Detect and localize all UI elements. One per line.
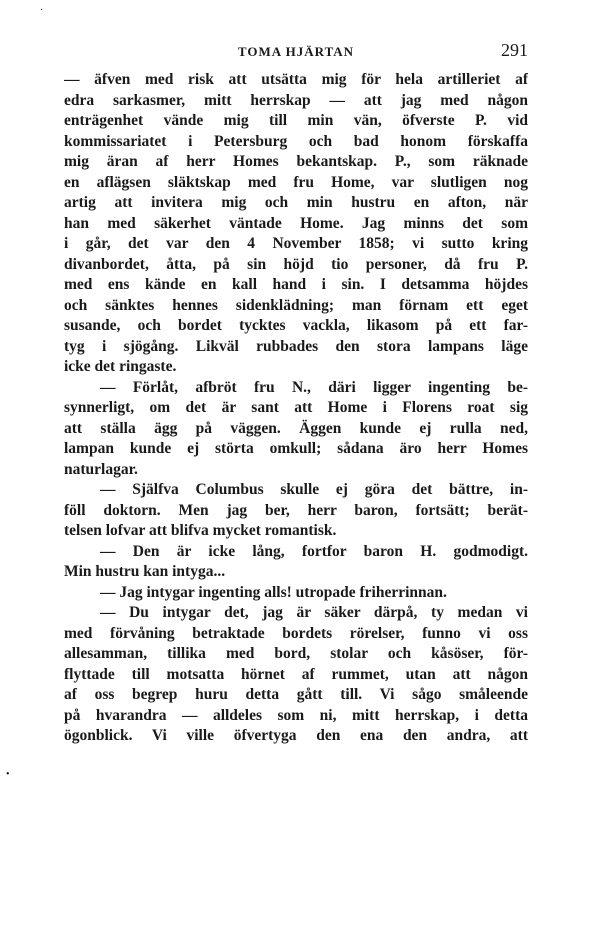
text-line: — Förlåt, afbröt fru N., däri ligger ingenting be- <box>100 378 528 396</box>
text-line: föll doktorn. Men jag ber, herr baron, fortsätt; berät- <box>64 501 528 519</box>
text-line: naturlagar. <box>64 460 138 478</box>
text-line: en aflägsen släktskap med fru Home, var slutligen nog <box>64 173 528 191</box>
body-text <box>64 70 528 747</box>
text-line: mig äran af herr Homes bekantskap. P., som räknade <box>64 153 528 170</box>
text-line: han med säkerhet väntade Home. Jag minns det som <box>64 214 528 232</box>
page-header <box>64 40 528 62</box>
text-line: enträgenhet vände mig till min vän, öfverste P. vid <box>64 112 528 129</box>
text-line: och sänktes hennes sidenklädning; man förnam ett eget <box>64 296 528 314</box>
ink-speck-margin: • <box>6 769 10 780</box>
text-line: flyttade till motsatta hörnet af rummet, utan att någon <box>64 665 528 683</box>
text-line: ögonblick. Vi ville öfvertyga den ena den andra, att <box>64 727 528 744</box>
text-line: allesamman, tillika med bord, stolar och kåsöser, för- <box>64 645 528 662</box>
text-line: telsen lofvar att blifva mycket romantisk. <box>64 522 337 539</box>
text-line: — Själfva Columbus skulle ej göra det bättre, in- <box>100 481 528 498</box>
text-line: — Du intygar det, jag är säker därpå, ty medan vi <box>100 604 528 621</box>
page-number: 291 <box>501 40 528 60</box>
text-line: lampan kunde ej störta omkull; sådana äro herr Homes <box>64 440 528 457</box>
text-line: kommissariatet i Petersburg och bad honom förskaffa <box>64 132 528 150</box>
text-line: icke det ringaste. <box>64 358 177 375</box>
text-line: på hvarandra — alldeles som ni, mitt herrskap, i detta <box>64 706 528 724</box>
text-line: — Jag intygar ingenting alls! utropade friherrinnan. <box>100 583 447 601</box>
text-line: — Den är icke lång, fortfor baron H. godmodigt. <box>100 542 528 560</box>
text-line: — äfven med risk att utsätta mig för hela artilleriet af <box>64 71 528 88</box>
text-line: med förvåning betraktade bordets rörelser, funno vi oss <box>64 624 528 642</box>
text-line: susande, och bordet tycktes vackla, likasom på ett far- <box>64 317 528 334</box>
text-line: artig att invitera mig och min hustru en afton, när <box>64 194 528 211</box>
text-line: med ens kände en kall hand i sin. I detsamma höjdes <box>64 276 528 293</box>
running-title: TOMA HJÄRTAN <box>237 44 355 59</box>
ink-speck-top: · <box>40 5 44 16</box>
text-line: synnerligt, om det är sant att Home i Florens roat sig <box>64 399 528 416</box>
text-line: tyg i sjögång. Likväl rubbades den stora lampans läge <box>64 337 528 355</box>
text-line: divanbordet, åtta, på sin höjd tio personer, då fru P. <box>64 255 528 273</box>
text-line: i går, det var den 4 November 1858; vi sutto kring <box>64 235 528 252</box>
text-line: edra sarkasmer, mitt herrskap — att jag med någon <box>64 91 528 109</box>
text-line: af oss begrep huru detta gått till. Vi sågo småleende <box>64 686 528 703</box>
text-line: att ställa ägg på väggen. Äggen kunde ej rulla ned, <box>64 419 528 437</box>
text-line: Min hustru kan intyga... <box>64 563 226 580</box>
